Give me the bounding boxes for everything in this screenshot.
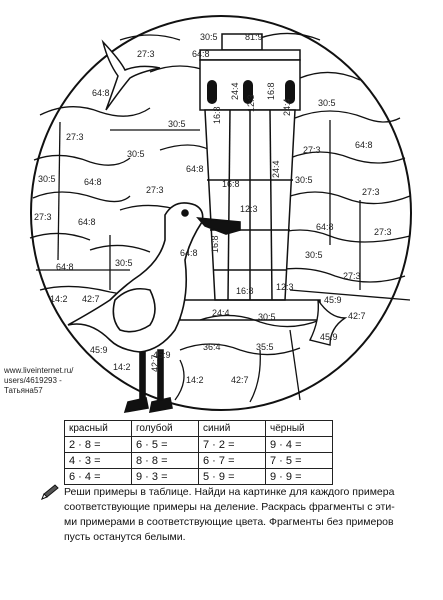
label-30-5: 30:5 bbox=[115, 258, 133, 268]
table-cell: 9 · 9 = bbox=[266, 469, 333, 485]
wave-line bbox=[250, 350, 260, 402]
table-cell: 6 · 5 = bbox=[132, 437, 199, 453]
label-12-3: 12:3 bbox=[276, 282, 294, 292]
table-cell: 4 · 3 = bbox=[65, 453, 132, 469]
label-30-5: 30:5 bbox=[295, 175, 313, 185]
label-27-3: 27:3 bbox=[374, 227, 392, 237]
wave-line bbox=[120, 35, 180, 40]
label-81-9: 81:9 bbox=[245, 32, 263, 42]
label-24-4: 24:4 bbox=[271, 160, 281, 178]
table-cell: 8 · 8 = bbox=[132, 453, 199, 469]
pencil-icon bbox=[40, 483, 60, 501]
instructions bbox=[64, 485, 404, 545]
label-24-4: 24:4 bbox=[212, 308, 230, 318]
seagull-wing bbox=[113, 289, 155, 332]
column-header-blue: синий bbox=[199, 421, 266, 437]
table-cell: 7 · 2 = bbox=[199, 437, 266, 453]
label-16-8: 16:8 bbox=[236, 286, 254, 296]
table-row bbox=[65, 469, 333, 485]
lighthouse-crown bbox=[200, 50, 300, 60]
label-64-8: 64:8 bbox=[78, 217, 96, 227]
wave-line bbox=[285, 192, 410, 204]
label-45-9: 45:9 bbox=[90, 345, 108, 355]
label-27-3: 27:3 bbox=[66, 132, 84, 142]
label-64-8: 64:8 bbox=[316, 222, 334, 232]
table-cell: 7 · 5 = bbox=[266, 453, 333, 469]
label-27-3: 27:3 bbox=[343, 271, 361, 281]
wave-line bbox=[290, 290, 410, 300]
label-42-7: 42:7 bbox=[82, 294, 100, 304]
instruction-line: соответствующие примеры на деление. Раскрась фрагменты с эти- bbox=[64, 501, 395, 513]
label-16-8: 16:8 bbox=[212, 106, 222, 124]
label-42-7: 42:7 bbox=[348, 311, 366, 321]
table-cell: 6 · 7 = bbox=[199, 453, 266, 469]
label-24-4: 24:4 bbox=[230, 82, 240, 100]
table-cell: 6 · 4 = bbox=[65, 469, 132, 485]
instruction-line: ми примерами в соответствующие цвета. Фрагменты без примеров bbox=[64, 516, 394, 528]
window bbox=[207, 80, 217, 104]
wave-line bbox=[30, 233, 90, 240]
instruction-line: пусть останутся белыми. bbox=[64, 531, 186, 543]
table-cell: 5 · 9 = bbox=[199, 469, 266, 485]
wave-line bbox=[160, 145, 210, 150]
instruction-line: Реши примеры в таблице. Найди на картинке для каждого примера bbox=[64, 486, 395, 498]
watermark-line: www.liveinternet.ru/ bbox=[4, 366, 74, 375]
label-45-9: 45:9 bbox=[324, 295, 342, 305]
watermark bbox=[4, 366, 73, 396]
wave-line bbox=[33, 192, 130, 202]
wave-line bbox=[180, 344, 300, 355]
label-36-4: 36:4 bbox=[203, 342, 221, 352]
label-64-8: 64:8 bbox=[355, 140, 373, 150]
label-64-8: 64:8 bbox=[180, 248, 198, 258]
column-header-light-blue: голубой bbox=[132, 421, 199, 437]
label-30-5: 30:5 bbox=[168, 119, 186, 129]
lighthouse-base bbox=[180, 300, 320, 320]
table-cell: 9 · 3 = bbox=[132, 469, 199, 485]
label-27-3: 27:3 bbox=[146, 185, 164, 195]
label-42-7: 42:7 bbox=[231, 375, 249, 385]
table-header-row bbox=[65, 421, 333, 437]
label-27-3: 27:3 bbox=[362, 187, 380, 197]
label-12-3: 12:3 bbox=[240, 204, 258, 214]
label-64-8: 64:8 bbox=[56, 262, 74, 272]
label-14-2: 14:2 bbox=[113, 362, 131, 372]
label-12-3: 12:3 bbox=[246, 94, 256, 112]
seagull-feet bbox=[125, 398, 172, 412]
label-64-8: 64:8 bbox=[84, 177, 102, 187]
table-cell: 9 · 4 = bbox=[266, 437, 333, 453]
seagull-eye bbox=[182, 210, 188, 216]
column-header-red: красный bbox=[65, 421, 132, 437]
wave-line bbox=[90, 245, 150, 252]
label-45-9: 45:9 bbox=[320, 332, 338, 342]
label-64-8: 64:8 bbox=[92, 88, 110, 98]
label-24-4: 24:4 bbox=[282, 98, 292, 116]
label-35-5: 35:5 bbox=[256, 342, 274, 352]
wave-line bbox=[290, 330, 300, 400]
label-27-3: 27:3 bbox=[303, 145, 321, 155]
table-cell: 2 · 8 = bbox=[65, 437, 132, 453]
exercise-table bbox=[64, 420, 333, 485]
label-16-8: 16:8 bbox=[210, 235, 220, 253]
watermark-line: users/4619293 - bbox=[4, 376, 62, 385]
wave-line bbox=[175, 360, 184, 400]
table-row bbox=[65, 437, 333, 453]
label-14-2: 14:2 bbox=[50, 294, 68, 304]
label-30-5: 30:5 bbox=[318, 98, 336, 108]
label-27-3: 27:3 bbox=[34, 212, 52, 222]
table-row bbox=[65, 453, 333, 469]
label-16-8: 16:8 bbox=[266, 82, 276, 100]
label-42-7: 42:7 bbox=[150, 354, 160, 372]
label-30-5: 30:5 bbox=[38, 174, 56, 184]
column-header-black: чёрный bbox=[266, 421, 333, 437]
label-14-2: 14:2 bbox=[186, 375, 204, 385]
wave-line bbox=[34, 155, 130, 165]
label-45-9: 45:9 bbox=[153, 350, 171, 360]
label-30-5: 30:5 bbox=[127, 149, 145, 159]
label-27-3: 27:3 bbox=[137, 49, 155, 59]
label-64-8: 64:8 bbox=[192, 49, 210, 59]
label-30-5: 30:5 bbox=[200, 32, 218, 42]
watermark-line: Татьяна57 bbox=[4, 386, 43, 395]
label-30-5: 30:5 bbox=[258, 312, 276, 322]
wave-line bbox=[300, 72, 360, 80]
wave-line bbox=[58, 122, 60, 260]
label-30-5: 30:5 bbox=[305, 250, 323, 260]
label-64-8: 64:8 bbox=[186, 164, 204, 174]
label-16-8: 16:8 bbox=[222, 179, 240, 189]
